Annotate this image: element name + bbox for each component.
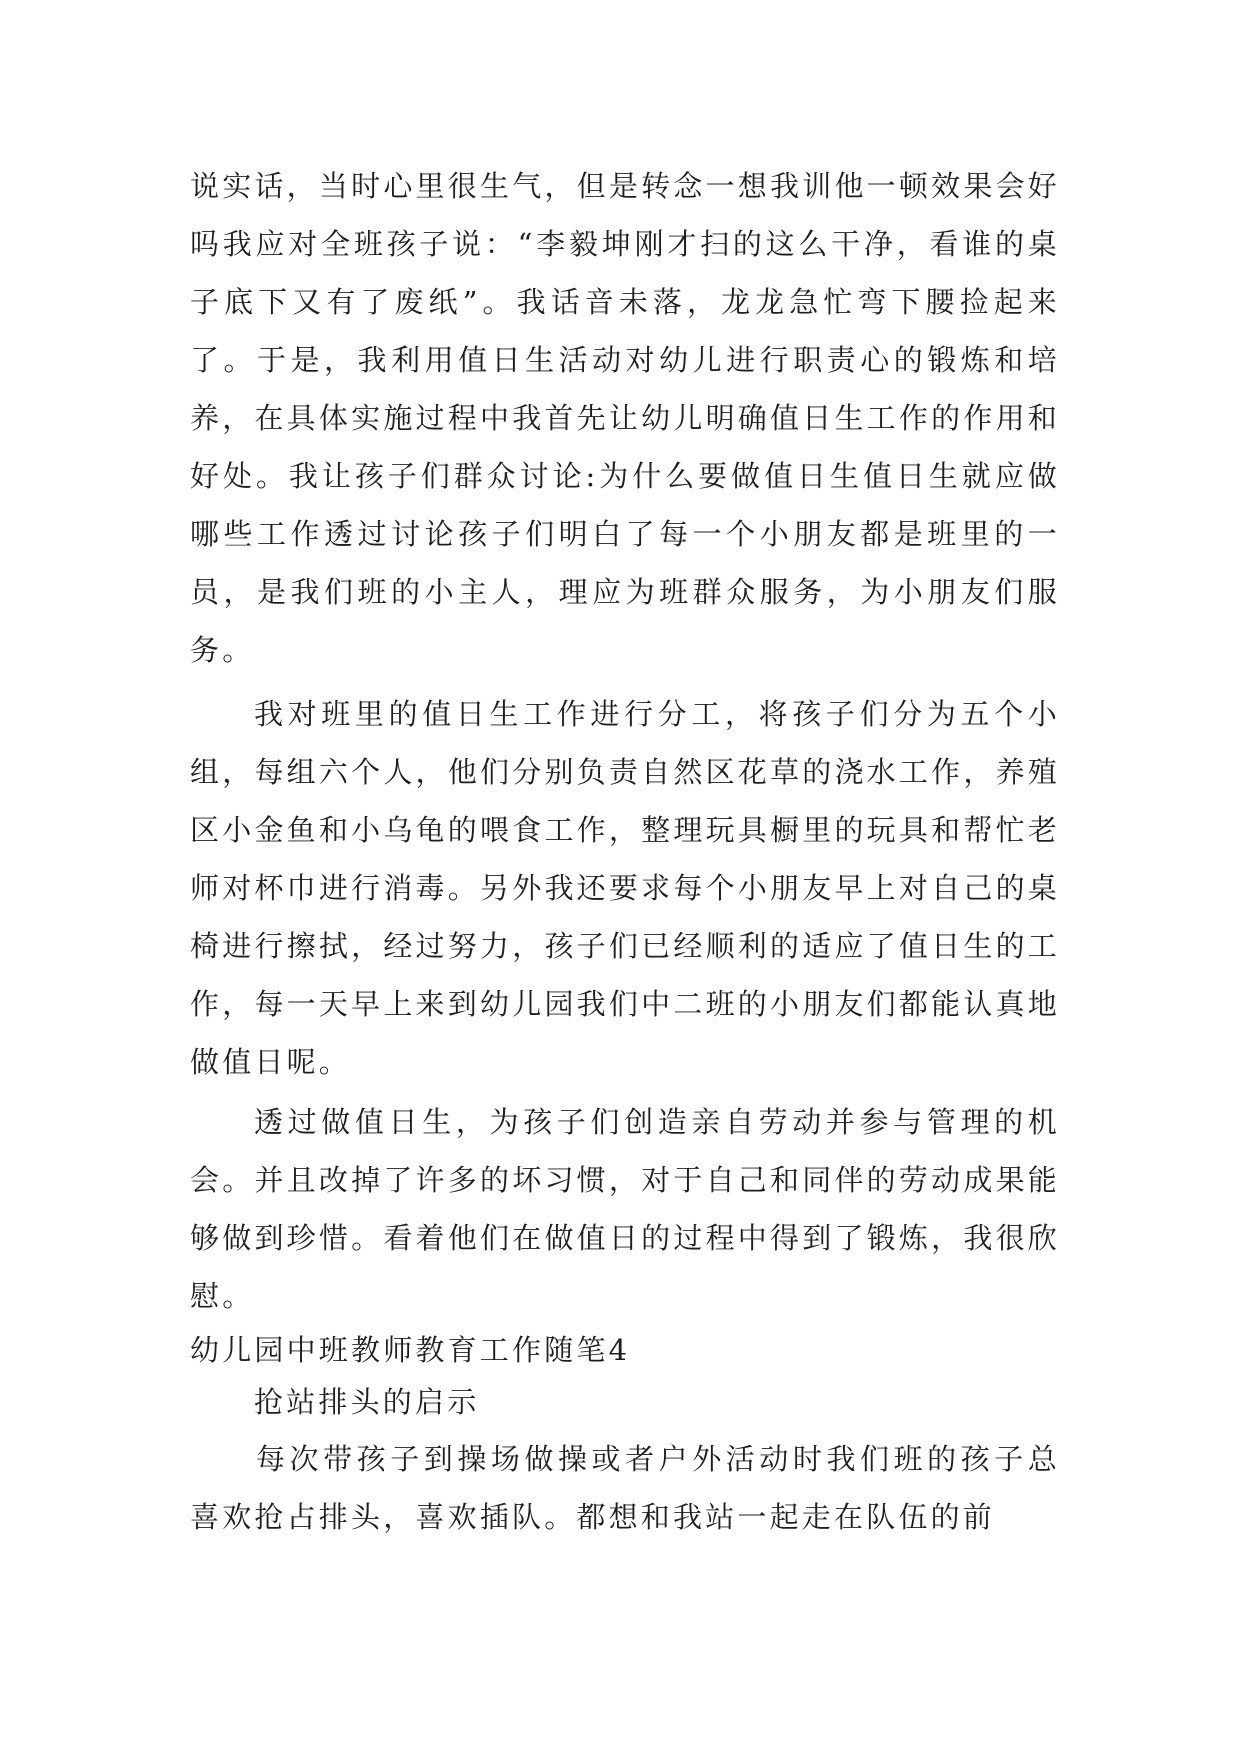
section-subheading: 抢站排头的启示 (254, 1385, 480, 1419)
paragraph-4: 每次带孩子到操场做操或者户外活动时我们班的孩子总喜欢抢占排头，喜欢插队。都想和我站一起走在队伍的前 (190, 1442, 1060, 1534)
paragraph-2: 我对班里的值日生工作进行分工，将孩子们分为五个小组，每组六个人，他们分别负责自然区花草的浇水工作，养殖区小金鱼和小乌龟的喂食工作，整理玩具橱里的玩具和帮忙老师对杯巾进行消毒。另外我还要求每个小朋友早上对自己的桌椅进行擦拭，经过努力，孩子们已经顺利的适应了值日生的工作，每一天早上来到幼儿园我们中二班的小朋友们都能认真地做值日呢。 (190, 697, 1060, 1079)
paragraph-1-block (190, 157, 1060, 679)
paragraph-4-block (190, 1430, 1060, 1546)
paragraph-3-block (190, 1093, 1060, 1325)
paragraph-3: 透过做值日生，为孩子们创造亲自劳动并参与管理的机会。并且改掉了许多的坏习惯，对于自己和同伴的劳动成果能够做到珍惜。看着他们在做值日的过程中得到了锻炼，我很欣慰。 (190, 1105, 1060, 1313)
paragraph-2-block (190, 685, 1060, 1091)
section-heading: 幼儿园中班教师教育工作随笔4 (190, 1333, 631, 1367)
paragraph-1: 说实话，当时心里很生气，但是转念一想我训他一顿效果会好吗我应对全班孩子说：“李毅坤刚才扫的这么干净，看谁的桌子底下又有了废纸”。我话音未落，龙龙急忙弯下腰捡起来了。于是，我利用值日生活动对幼儿进行职责心的锻炼和培养，在具体实施过程中我首先让幼儿明确值日生工作的作用和好处。我让孩子们群众讨论:为什么要做值日生值日生就应做哪些工作透过讨论孩子们明白了每一个小朋友都是班里的一员，是我们班的小主人，理应为班群众服务，为小朋友们服务。 (190, 169, 1060, 667)
